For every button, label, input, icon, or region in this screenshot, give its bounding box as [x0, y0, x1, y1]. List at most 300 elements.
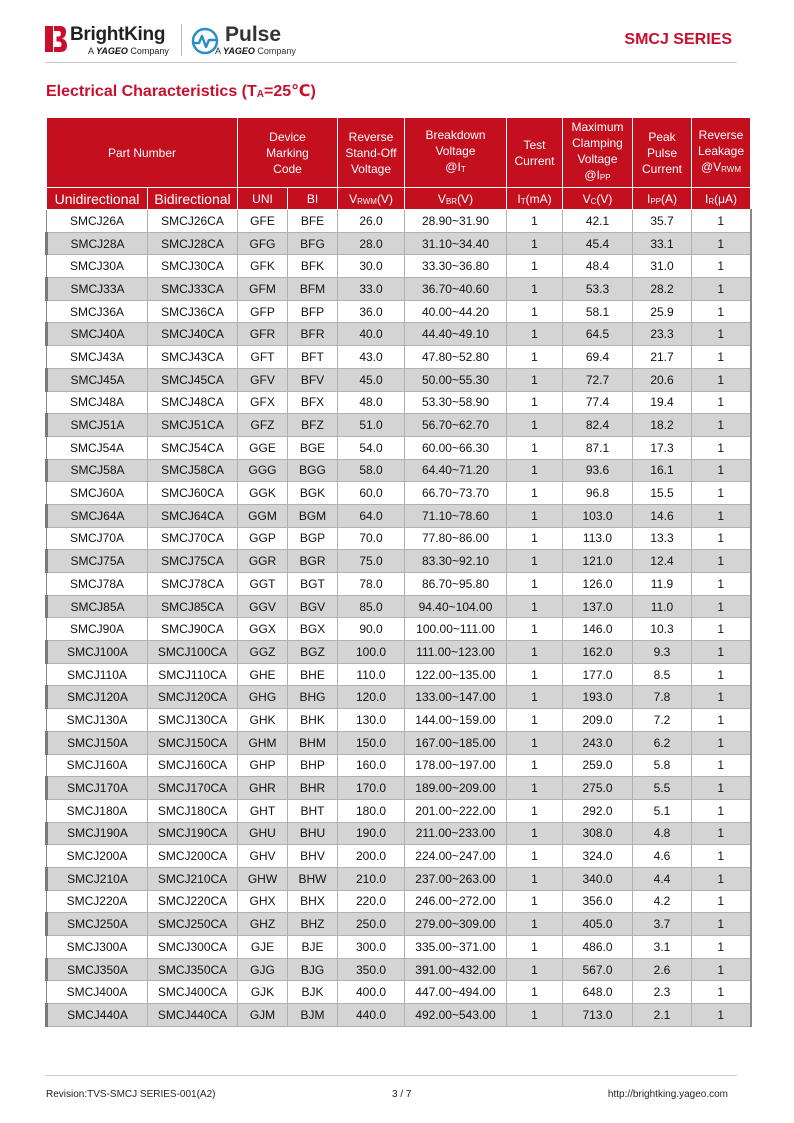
table-sub-header-row — [47, 188, 751, 210]
cell-it: 1 — [507, 845, 563, 868]
cell-uni-code: GHV — [238, 845, 288, 868]
cell-uni-part: SMCJ100A — [47, 641, 148, 664]
cell-ir: 1 — [692, 323, 751, 346]
cell-bi-code: BFT — [288, 346, 338, 369]
cell-uni-part: SMCJ180A — [47, 799, 148, 822]
cell-uni-part: SMCJ120A — [47, 686, 148, 709]
table-row — [47, 346, 751, 369]
cell-bi-part: SMCJ300CA — [148, 936, 238, 959]
cell-it: 1 — [507, 527, 563, 550]
cell-bi-code: BHK — [288, 709, 338, 732]
cell-vbr: 111.00~123.00 — [405, 641, 507, 664]
cell-uni-part: SMCJ110A — [47, 663, 148, 686]
cell-vbr: 201.00~222.00 — [405, 799, 507, 822]
cell-bi-code: BHV — [288, 845, 338, 868]
cell-it: 1 — [507, 936, 563, 959]
cell-vrwm: 300.0 — [338, 936, 405, 959]
cell-vrwm: 58.0 — [338, 459, 405, 482]
cell-uni-part: SMCJ54A — [47, 436, 148, 459]
cell-bi-part: SMCJ28CA — [148, 232, 238, 255]
table-row — [47, 936, 751, 959]
cell-ir: 1 — [692, 550, 751, 573]
cell-vrwm: 45.0 — [338, 368, 405, 391]
table-row — [47, 527, 751, 550]
cell-it: 1 — [507, 436, 563, 459]
cell-bi-part: SMCJ78CA — [148, 573, 238, 596]
cell-uni-code: GJM — [238, 1004, 288, 1027]
cell-uni-part: SMCJ33A — [47, 278, 148, 301]
cell-ir: 1 — [692, 482, 751, 505]
cell-it: 1 — [507, 255, 563, 278]
cell-vrwm: 30.0 — [338, 255, 405, 278]
cell-vc: 45.4 — [563, 232, 633, 255]
cell-vbr: 144.00~159.00 — [405, 709, 507, 732]
cell-vc: 146.0 — [563, 618, 633, 641]
cell-it: 1 — [507, 913, 563, 936]
cell-bi-code: BGG — [288, 459, 338, 482]
cell-ir: 1 — [692, 255, 751, 278]
cell-bi-part: SMCJ36CA — [148, 300, 238, 323]
cell-bi-part: SMCJ110CA — [148, 663, 238, 686]
cell-bi-part: SMCJ160CA — [148, 754, 238, 777]
cell-ir: 1 — [692, 232, 751, 255]
table-row — [47, 709, 751, 732]
cell-vc: 82.4 — [563, 414, 633, 437]
table-row — [47, 391, 751, 414]
cell-bi-code: BGR — [288, 550, 338, 573]
table-row — [47, 232, 751, 255]
cell-uni-part: SMCJ64A — [47, 504, 148, 527]
cell-bi-code: BGZ — [288, 641, 338, 664]
cell-vc: 96.8 — [563, 482, 633, 505]
cell-it: 1 — [507, 232, 563, 255]
cell-uni-code: GHM — [238, 731, 288, 754]
cell-vbr: 36.70~40.60 — [405, 278, 507, 301]
cell-ipp: 23.3 — [633, 323, 692, 346]
cell-uni-code: GFK — [238, 255, 288, 278]
cell-ir: 1 — [692, 595, 751, 618]
cell-vbr: 279.00~309.00 — [405, 913, 507, 936]
cell-vc: 77.4 — [563, 391, 633, 414]
cell-vbr: 178.00~197.00 — [405, 754, 507, 777]
cell-uni-code: GGV — [238, 595, 288, 618]
cell-vc: 340.0 — [563, 867, 633, 890]
cell-uni-part: SMCJ350A — [47, 958, 148, 981]
cell-ipp: 2.3 — [633, 981, 692, 1004]
cell-bi-code: BGK — [288, 482, 338, 505]
cell-ipp: 25.9 — [633, 300, 692, 323]
cell-vc: 486.0 — [563, 936, 633, 959]
table-row — [47, 958, 751, 981]
cell-bi-part: SMCJ130CA — [148, 709, 238, 732]
cell-bi-code: BGE — [288, 436, 338, 459]
cell-vrwm: 210.0 — [338, 867, 405, 890]
cell-uni-part: SMCJ70A — [47, 527, 148, 550]
table-row — [47, 799, 751, 822]
cell-bi-code: BJG — [288, 958, 338, 981]
bidirectional-header: Bidirectional — [148, 188, 238, 210]
page-number: 3 / 7 — [392, 1089, 412, 1100]
vrwm-header: $V_{RWM}(V)$ — [338, 188, 405, 210]
cell-vbr: 447.00~494.00 — [405, 981, 507, 1004]
section-title: Electrical Characteristics $(T_A=25℃)$ — [46, 83, 316, 100]
cell-bi-part: SMCJ180CA — [148, 799, 238, 822]
cell-uni-code: GFR — [238, 323, 288, 346]
cell-uni-part: SMCJ210A — [47, 867, 148, 890]
cell-vrwm: 130.0 — [338, 709, 405, 732]
cell-uni-part: SMCJ26A — [47, 210, 148, 233]
cell-vc: 58.1 — [563, 300, 633, 323]
cell-uni-part: SMCJ150A — [47, 731, 148, 754]
cell-ipp: 15.5 — [633, 482, 692, 505]
cell-bi-part: SMCJ58CA — [148, 459, 238, 482]
cell-vrwm: 180.0 — [338, 799, 405, 822]
cell-uni-code: GGZ — [238, 641, 288, 664]
table-row — [47, 822, 751, 845]
cell-vbr: 33.30~36.80 — [405, 255, 507, 278]
cell-uni-part: SMCJ60A — [47, 482, 148, 505]
cell-vc: 648.0 — [563, 981, 633, 1004]
website-url: http://brightking.yageo.com — [607, 1089, 728, 1100]
cell-bi-code: BHP — [288, 754, 338, 777]
vc-header: $V_C(V)$ — [563, 188, 633, 210]
cell-ipp: 5.1 — [633, 799, 692, 822]
cell-uni-part: SMCJ400A — [47, 981, 148, 1004]
cell-ipp: 5.5 — [633, 777, 692, 800]
revision-text: Revision:TVS-SMCJ SERIES-001(A2) — [46, 1089, 216, 1100]
cell-bi-code: BJM — [288, 1004, 338, 1027]
cell-vrwm: 70.0 — [338, 527, 405, 550]
cell-vrwm: 120.0 — [338, 686, 405, 709]
cell-ipp: 8.5 — [633, 663, 692, 686]
cell-it: 1 — [507, 754, 563, 777]
cell-ir: 1 — [692, 913, 751, 936]
cell-vrwm: 28.0 — [338, 232, 405, 255]
cell-uni-code: GGK — [238, 482, 288, 505]
cell-bi-part: SMCJ170CA — [148, 777, 238, 800]
cell-bi-part: SMCJ51CA — [148, 414, 238, 437]
part-number-header: Part Number — [47, 118, 238, 188]
cell-vc: 87.1 — [563, 436, 633, 459]
cell-vbr: 64.40~71.20 — [405, 459, 507, 482]
table-row — [47, 414, 751, 437]
cell-ir: 1 — [692, 459, 751, 482]
cell-bi-code: BHR — [288, 777, 338, 800]
cell-uni-part: SMCJ75A — [47, 550, 148, 573]
cell-uni-part: SMCJ160A — [47, 754, 148, 777]
cell-bi-part: SMCJ30CA — [148, 255, 238, 278]
cell-ir: 1 — [692, 210, 751, 233]
cell-ir: 1 — [692, 618, 751, 641]
cell-uni-part: SMCJ40A — [47, 323, 148, 346]
cell-vrwm: 440.0 — [338, 1004, 405, 1027]
cell-it: 1 — [507, 663, 563, 686]
cell-ir: 1 — [692, 936, 751, 959]
cell-ipp: 28.2 — [633, 278, 692, 301]
cell-uni-part: SMCJ190A — [47, 822, 148, 845]
cell-bi-code: BFX — [288, 391, 338, 414]
cell-bi-part: SMCJ190CA — [148, 822, 238, 845]
cell-vbr: 47.80~52.80 — [405, 346, 507, 369]
cell-vrwm: 85.0 — [338, 595, 405, 618]
cell-ir: 1 — [692, 391, 751, 414]
brightking-subtitle: A YAGEO Company — [88, 46, 169, 56]
cell-ir: 1 — [692, 867, 751, 890]
cell-bi-part: SMCJ90CA — [148, 618, 238, 641]
cell-ir: 1 — [692, 686, 751, 709]
cell-it: 1 — [507, 573, 563, 596]
cell-ir: 1 — [692, 346, 751, 369]
table-row — [47, 641, 751, 664]
cell-uni-code: GHT — [238, 799, 288, 822]
cell-it: 1 — [507, 890, 563, 913]
cell-vrwm: 190.0 — [338, 822, 405, 845]
cell-uni-code: GGM — [238, 504, 288, 527]
table-row — [47, 482, 751, 505]
cell-vc: 405.0 — [563, 913, 633, 936]
cell-vbr: 60.00~66.30 — [405, 436, 507, 459]
cell-uni-code: GGP — [238, 527, 288, 550]
reverse-leakage-header: Reverse Leakage $@V_{RWM}$ — [692, 118, 751, 188]
cell-bi-code: BGP — [288, 527, 338, 550]
cell-ir: 1 — [692, 958, 751, 981]
table-row — [47, 595, 751, 618]
cell-uni-code: GFZ — [238, 414, 288, 437]
footer-divider — [45, 1075, 737, 1076]
cell-it: 1 — [507, 368, 563, 391]
cell-bi-code: BHW — [288, 867, 338, 890]
cell-it: 1 — [507, 777, 563, 800]
cell-ipp: 2.1 — [633, 1004, 692, 1027]
cell-vbr: 391.00~432.00 — [405, 958, 507, 981]
cell-bi-code: BFV — [288, 368, 338, 391]
cell-uni-part: SMCJ170A — [47, 777, 148, 800]
table-row — [47, 323, 751, 346]
cell-vbr: 66.70~73.70 — [405, 482, 507, 505]
cell-uni-code: GJG — [238, 958, 288, 981]
cell-vc: 69.4 — [563, 346, 633, 369]
cell-vrwm: 26.0 — [338, 210, 405, 233]
cell-bi-part: SMCJ100CA — [148, 641, 238, 664]
cell-vbr: 71.10~78.60 — [405, 504, 507, 527]
cell-vc: 308.0 — [563, 822, 633, 845]
cell-ir: 1 — [692, 981, 751, 1004]
table-row — [47, 754, 751, 777]
cell-uni-code: GHU — [238, 822, 288, 845]
cell-vbr: 86.70~95.80 — [405, 573, 507, 596]
cell-it: 1 — [507, 1004, 563, 1027]
cell-bi-part: SMCJ85CA — [148, 595, 238, 618]
table-row — [47, 1004, 751, 1027]
table-row — [47, 436, 751, 459]
cell-bi-part: SMCJ250CA — [148, 913, 238, 936]
reverse-standoff-header: Reverse Stand-Off Voltage — [338, 118, 405, 188]
cell-ir: 1 — [692, 436, 751, 459]
cell-uni-code: GGT — [238, 573, 288, 596]
table-row — [47, 845, 751, 868]
cell-vbr: 44.40~49.10 — [405, 323, 507, 346]
cell-bi-code: BFZ — [288, 414, 338, 437]
cell-vc: 193.0 — [563, 686, 633, 709]
cell-ipp: 35.7 — [633, 210, 692, 233]
cell-vrwm: 51.0 — [338, 414, 405, 437]
cell-bi-code: BFK — [288, 255, 338, 278]
pulse-logo — [189, 24, 309, 60]
cell-bi-code: BHM — [288, 731, 338, 754]
cell-uni-part: SMCJ58A — [47, 459, 148, 482]
cell-bi-part: SMCJ200CA — [148, 845, 238, 868]
cell-ir: 1 — [692, 368, 751, 391]
series-title: SMCJ SERIES — [624, 31, 732, 48]
table-row — [47, 255, 751, 278]
cell-bi-part: SMCJ220CA — [148, 890, 238, 913]
cell-vc: 93.6 — [563, 459, 633, 482]
cell-vbr: 335.00~371.00 — [405, 936, 507, 959]
cell-uni-code: GFT — [238, 346, 288, 369]
cell-vc: 126.0 — [563, 573, 633, 596]
cell-it: 1 — [507, 867, 563, 890]
vbr-header: $V_{BR}(V)$ — [405, 188, 507, 210]
cell-ipp: 4.8 — [633, 822, 692, 845]
cell-bi-code: BHT — [288, 799, 338, 822]
cell-ipp: 12.4 — [633, 550, 692, 573]
cell-vc: 103.0 — [563, 504, 633, 527]
cell-bi-part: SMCJ70CA — [148, 527, 238, 550]
cell-ipp: 10.3 — [633, 618, 692, 641]
cell-bi-code: BFG — [288, 232, 338, 255]
cell-uni-part: SMCJ130A — [47, 709, 148, 732]
cell-uni-part: SMCJ45A — [47, 368, 148, 391]
brightking-logo — [45, 24, 181, 60]
uni-code-header: UNI — [238, 188, 288, 210]
cell-vbr: 224.00~247.00 — [405, 845, 507, 868]
table-group-header-row — [47, 118, 751, 188]
cell-bi-code: BGT — [288, 573, 338, 596]
cell-it: 1 — [507, 346, 563, 369]
cell-ir: 1 — [692, 300, 751, 323]
cell-uni-part: SMCJ90A — [47, 618, 148, 641]
cell-ipp: 2.6 — [633, 958, 692, 981]
cell-bi-part: SMCJ43CA — [148, 346, 238, 369]
cell-vc: 113.0 — [563, 527, 633, 550]
cell-uni-code: GHG — [238, 686, 288, 709]
cell-vrwm: 75.0 — [338, 550, 405, 573]
cell-vc: 713.0 — [563, 1004, 633, 1027]
cell-bi-part: SMCJ48CA — [148, 391, 238, 414]
cell-it: 1 — [507, 459, 563, 482]
cell-ipp: 7.2 — [633, 709, 692, 732]
cell-ir: 1 — [692, 754, 751, 777]
table-row — [47, 686, 751, 709]
cell-vbr: 77.80~86.00 — [405, 527, 507, 550]
breakdown-voltage-header: Breakdown Voltage $@I_T$ — [405, 118, 507, 188]
cell-vrwm: 150.0 — [338, 731, 405, 754]
table-row — [47, 573, 751, 596]
cell-bi-code: BHE — [288, 663, 338, 686]
table-row — [47, 550, 751, 573]
cell-vc: 137.0 — [563, 595, 633, 618]
clamping-voltage-header: Maximum Clamping Voltage $@I_{PP}$ — [563, 118, 633, 188]
cell-vbr: 94.40~104.00 — [405, 595, 507, 618]
cell-vc: 209.0 — [563, 709, 633, 732]
brightking-logo-icon — [45, 26, 67, 52]
cell-uni-part: SMCJ220A — [47, 890, 148, 913]
cell-bi-part: SMCJ440CA — [148, 1004, 238, 1027]
peak-pulse-current-header: Peak Pulse Current — [633, 118, 692, 188]
table-row — [47, 777, 751, 800]
table-row — [47, 913, 751, 936]
cell-it: 1 — [507, 981, 563, 1004]
cell-it: 1 — [507, 822, 563, 845]
cell-vrwm: 33.0 — [338, 278, 405, 301]
cell-vc: 53.3 — [563, 278, 633, 301]
cell-uni-code: GFX — [238, 391, 288, 414]
cell-vbr: 133.00~147.00 — [405, 686, 507, 709]
cell-it: 1 — [507, 731, 563, 754]
table-row — [47, 300, 751, 323]
cell-ipp: 19.4 — [633, 391, 692, 414]
cell-it: 1 — [507, 504, 563, 527]
cell-uni-code: GGR — [238, 550, 288, 573]
ir-header: $I_R(\mu A)$ — [692, 188, 751, 210]
pulse-name: Pulse — [225, 23, 282, 46]
cell-ipp: 11.0 — [633, 595, 692, 618]
cell-vrwm: 48.0 — [338, 391, 405, 414]
brightking-name: BrightKing — [70, 24, 166, 45]
cell-ipp: 33.1 — [633, 232, 692, 255]
cell-vc: 121.0 — [563, 550, 633, 573]
cell-uni-part: SMCJ440A — [47, 1004, 148, 1027]
cell-it: 1 — [507, 482, 563, 505]
cell-uni-code: GHW — [238, 867, 288, 890]
cell-bi-code: BFP — [288, 300, 338, 323]
cell-vbr: 122.00~135.00 — [405, 663, 507, 686]
cell-ipp: 16.1 — [633, 459, 692, 482]
table-row — [47, 278, 751, 301]
cell-bi-code: BFR — [288, 323, 338, 346]
cell-vc: 72.7 — [563, 368, 633, 391]
cell-vbr: 50.00~55.30 — [405, 368, 507, 391]
logo-divider — [181, 24, 182, 56]
cell-it: 1 — [507, 618, 563, 641]
cell-vrwm: 200.0 — [338, 845, 405, 868]
cell-it: 1 — [507, 641, 563, 664]
cell-bi-part: SMCJ60CA — [148, 482, 238, 505]
cell-uni-code: GHR — [238, 777, 288, 800]
cell-ipp: 4.6 — [633, 845, 692, 868]
cell-vrwm: 64.0 — [338, 504, 405, 527]
cell-it: 1 — [507, 323, 563, 346]
cell-vrwm: 60.0 — [338, 482, 405, 505]
cell-uni-code: GJK — [238, 981, 288, 1004]
cell-uni-part: SMCJ48A — [47, 391, 148, 414]
cell-vrwm: 43.0 — [338, 346, 405, 369]
cell-vc: 259.0 — [563, 754, 633, 777]
header-divider — [45, 62, 737, 63]
table-row — [47, 210, 751, 233]
cell-uni-part: SMCJ300A — [47, 936, 148, 959]
cell-vc: 64.5 — [563, 323, 633, 346]
cell-uni-code: GHE — [238, 663, 288, 686]
cell-it: 1 — [507, 210, 563, 233]
cell-ir: 1 — [692, 709, 751, 732]
cell-ir: 1 — [692, 822, 751, 845]
cell-vbr: 211.00~233.00 — [405, 822, 507, 845]
cell-ipp: 4.4 — [633, 867, 692, 890]
table-row — [47, 890, 751, 913]
cell-ir: 1 — [692, 663, 751, 686]
cell-vbr: 28.90~31.90 — [405, 210, 507, 233]
